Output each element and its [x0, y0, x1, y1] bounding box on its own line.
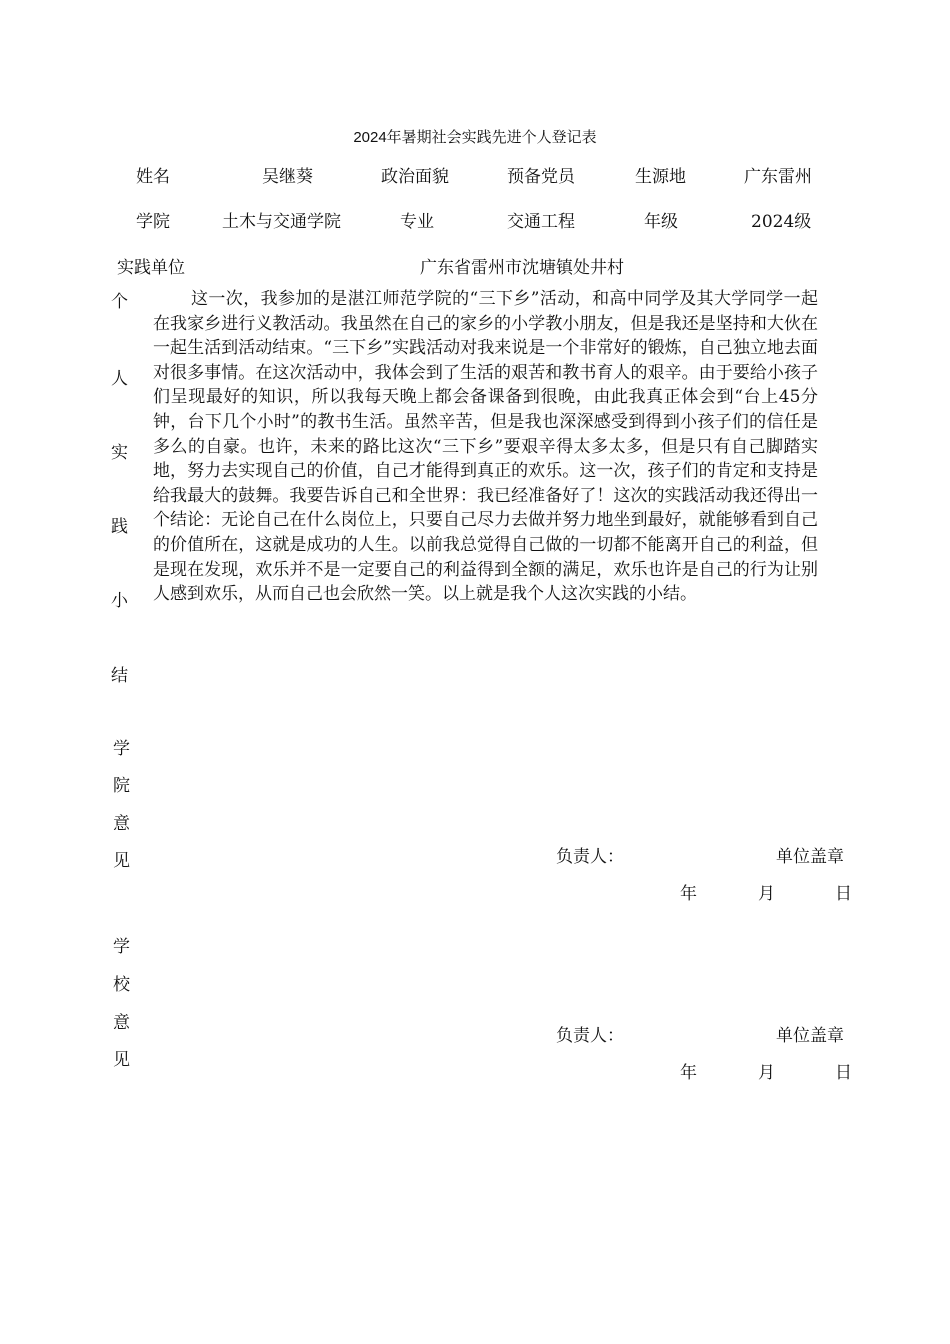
name-value: 吴继葵	[262, 167, 313, 187]
school-opinion-label-char: 意	[113, 1013, 130, 1033]
summary-label-char: 践	[111, 517, 128, 537]
college-opinion-label-char: 意	[113, 814, 130, 834]
college-month-label: 月	[758, 884, 775, 904]
college-day-label: 日	[835, 884, 852, 904]
grade-label: 年级	[644, 212, 678, 232]
politics-label: 政治面貌	[381, 167, 449, 187]
school-seal-label: 单位盖章	[776, 1026, 844, 1046]
school-day-label: 日	[835, 1063, 852, 1083]
summary-text: 这一次，我参加的是湛江师范学院的“三下乡”活动，和高中同学及其大学同学一起在我家乡进行义教活动。我虽然在自己的家乡的小学教小朋友，但是我还是坚持和大伙在一起生活到活动结束。“三下乡”实践活动对我来说是一个非常好的锻炼，自己独立地去面对很多事情。在这次活动中，我体会到了生活的艰苦和教书育人的艰辛。由于要给小孩子们呈现最好的知识，所以我每天晚上都会备课备到很晚，由此我真正体会到“台上45分钟，台下几个小时”的教书生活。虽然辛苦，但是我也深深感受到得到小孩子们的信任是多么的自豪。也许，未来的路比这次“三下乡”要艰辛得太多太多，但是只有自己脚踏实地，努力去实现自己的价值，自己才能得到真正的欢乐。这一次，孩子们的肯定和支持是给我最大的鼓舞。我要告诉自己和全世界：我已经准备好了！这次的实践活动我还得出一个结论：无论自己在什么岗位上，只要自己尽力去做并努力地坐到最好，就能够看到自己的价值所在，这就是成功的人生。以前我总觉得自己做的一切都不能离开自己的利益，但是现在发现，欢乐并不是一定要自己的利益得到全额的满足，欢乐也许是自己的行为让别人感到欢乐，从而自己也会欣然一笑。以上就是我个人这次实践的小结。	[153, 289, 818, 605]
college-responsible-label: 负责人：	[556, 847, 624, 867]
major-value: 交通工程	[507, 212, 575, 232]
grade-value: 2024级	[751, 212, 812, 232]
college-value: 土木与交通学院	[222, 212, 341, 232]
practice-unit-value: 广东省雷州市沈塘镇处井村	[420, 258, 624, 278]
college-seal-label: 单位盖章	[776, 847, 844, 867]
college-opinion-label-char: 学	[113, 739, 130, 759]
college-opinion-label-char: 见	[113, 851, 130, 871]
summary-label-char: 个	[111, 292, 128, 312]
college-opinion-label-char: 院	[113, 776, 130, 796]
name-label: 姓名	[136, 167, 170, 187]
major-label: 专业	[400, 212, 434, 232]
school-opinion-label-char: 见	[113, 1050, 130, 1070]
school-year-label: 年	[680, 1063, 697, 1083]
practice-unit-label: 实践单位	[117, 258, 185, 278]
origin-value: 广东雷州	[744, 167, 812, 187]
summary-label-char: 实	[111, 443, 128, 463]
politics-value: 预备党员	[507, 167, 575, 187]
page-title: 2024年暑期社会实践先进个人登记表	[353, 129, 597, 146]
summary-label-char: 结	[111, 666, 128, 686]
school-opinion-label-char: 校	[113, 975, 130, 995]
school-month-label: 月	[758, 1063, 775, 1083]
school-opinion-label-char: 学	[113, 937, 130, 957]
origin-label: 生源地	[635, 167, 686, 187]
school-responsible-label: 负责人：	[556, 1026, 624, 1046]
college-label: 学院	[136, 212, 170, 232]
summary-label-char: 小	[111, 591, 128, 611]
college-year-label: 年	[680, 884, 697, 904]
summary-label-char: 人	[111, 369, 128, 389]
